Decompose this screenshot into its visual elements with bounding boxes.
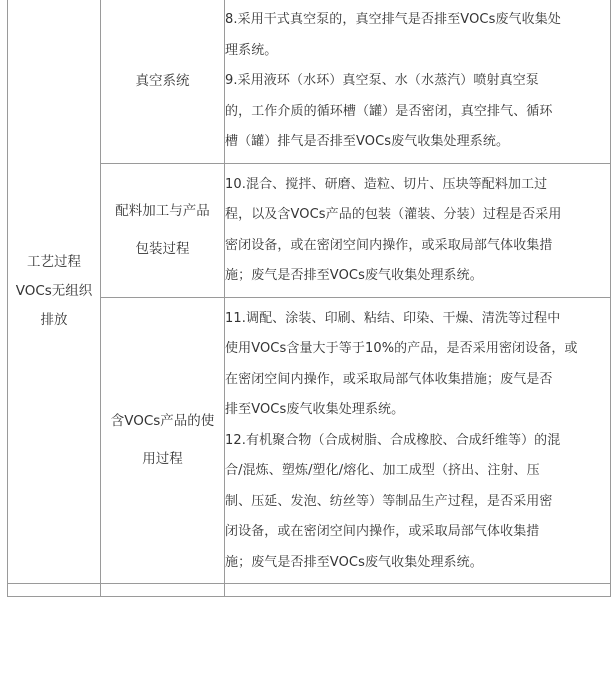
category-line: 工艺过程 <box>27 253 81 270</box>
item-line: 在密闭空间内操作，或采取局部气体收集措施；废气是否 <box>225 371 553 387</box>
item-cell <box>225 163 611 297</box>
category-line: VOCs无组织 <box>15 282 93 299</box>
subcategory-line: 配料加工与产品 <box>115 203 210 219</box>
subcategory-cell-voc-product-usage <box>101 297 225 584</box>
item-line: 制、压延、发泡、纺丝等）等制品生产过程，是否采用密 <box>225 493 553 509</box>
empty-cell <box>8 584 101 597</box>
table-row <box>8 0 611 163</box>
subcategory-line: 真空系统 <box>135 72 190 89</box>
item-line: 理系统。 <box>225 42 278 58</box>
item-line: 合/混炼、塑炼/塑化/熔化、加工成型（挤出、注射、压 <box>225 463 540 478</box>
item-11 <box>225 304 610 426</box>
item-line: 施；废气是否排至VOCs废气收集处理系统。 <box>225 554 483 570</box>
item-line: 的，工作介质的循环槽（罐）是否密闭，真空排气、循环 <box>225 103 553 119</box>
category-cell <box>8 0 101 584</box>
item-line: 施；废气是否排至VOCs废气收集处理系统。 <box>225 268 483 283</box>
item-12 <box>225 426 610 579</box>
item-line: 使用VOCs含量大于等于10%的产品，是否采用密闭设备，或 <box>225 341 578 356</box>
item-line: 排至VOCs废气收集处理系统。 <box>225 402 405 417</box>
item-line: 10.混合、搅拌、研磨、造粒、切片、压块等配料加工过 <box>225 176 548 192</box>
item-line: 槽（罐）排气是否排至VOCs废气收集处理系统。 <box>225 134 510 149</box>
item-line: 9.采用液环（水环）真空泵、水（水蒸汽）喷射真空泵 <box>225 73 539 88</box>
item-10 <box>225 170 610 292</box>
table-row <box>8 584 611 597</box>
item-cell <box>225 297 611 584</box>
category-line: 排放 <box>40 311 68 328</box>
subcategory-line: 包装过程 <box>135 241 190 257</box>
subcategory-line: 用过程 <box>142 451 183 468</box>
empty-cell <box>225 584 611 597</box>
item-line: 11.调配、涂装、印刷、粘结、印染、干燥、清洗等过程中 <box>225 310 561 326</box>
subcategory-line: 含VOCs产品的使 <box>110 413 215 430</box>
item-line: 闭设备，或在密闭空间内操作，或采取局部气体收集措 <box>225 524 540 539</box>
item-line: 程，以及含VOCs产品的包装（灌装、分装）过程是否采用 <box>225 207 562 222</box>
subcategory-cell-batching-packaging <box>101 163 225 297</box>
item-9 <box>225 66 610 158</box>
item-cell <box>225 0 611 163</box>
item-line: 密闭设备，或在密闭空间内操作，或采取局部气体收集措 <box>225 237 553 253</box>
empty-cell <box>101 584 225 597</box>
item-line: 12.有机聚合物（合成树脂、合成橡胶、合成纤维等）的混 <box>225 432 561 448</box>
item-line: 8.采用干式真空泵的，真空排气是否排至VOCs废气收集处 <box>225 12 561 27</box>
subcategory-cell-vacuum-system <box>101 0 225 163</box>
voc-inspection-table <box>7 0 611 597</box>
item-8 <box>225 5 610 66</box>
